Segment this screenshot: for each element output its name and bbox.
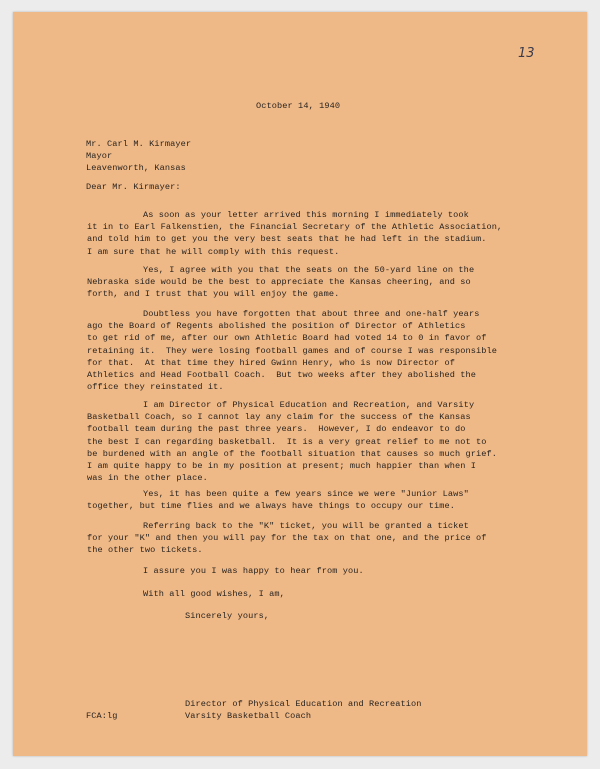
paragraph-line: be burdened with an angle of the football situation that causes so much grief. [87,448,498,459]
paragraph-6 [87,520,487,557]
paragraph-line: football team during the past three years. However, I do endeavor to do [87,424,466,435]
paragraph-line: Basketball Coach, so I cannot lay any claim for the success of the Kansas [87,412,471,423]
paragraph-line: Referring back to the "K" ticket, you will be granted a ticket [143,521,469,531]
letter-date: October 14, 1940 [256,101,341,111]
paragraph-3 [87,308,497,393]
paragraph-5 [87,488,469,512]
paragraph-line: to get rid of me, after our own Athletic Board had voted 14 to 0 in favor of [87,333,487,344]
signoff: Sincerely yours, [185,611,270,621]
typist-initials: FCA:lg [86,711,118,721]
letter-page [13,12,587,756]
paragraph-line: ago the Board of Regents abolished the position of Director of Athletics [87,321,466,332]
paragraph-line: Yes, it has been quite a few years since we were "Junior Laws" [143,489,469,499]
paragraph-line: Yes, I agree with you that the seats on the 50-yard line on the [143,265,475,275]
page-number: 13 [518,46,535,61]
paragraph-line: together, but time flies and we always have things to occupy our time. [87,501,455,512]
paragraph-line: Nebraska side would be the best to appreciate the Kansas cheering, and so [87,277,471,288]
recipient-title: Mayor [86,151,113,161]
paragraph-line: for that. At that time they hired Gwinn Henry, who is now Director of [87,357,455,368]
paragraph-line: I am sure that he will comply with this request. [87,246,340,257]
paragraph-line: for your "K" and then you will pay for the tax on that one, and the price of [87,533,487,544]
salutation: Dear Mr. Kirmayer: [86,182,181,192]
paragraph-line: I am quite happy to be in my position at present; much happier than when I [87,461,477,472]
paragraph-line: it in to Earl Falkenstien, the Financial Secretary of the Athletic Association, [87,222,503,233]
closing-line-1: I assure you I was happy to hear from you. [143,566,364,576]
signature-title-2: Varsity Basketball Coach [185,711,312,721]
paragraph-line: forth, and I trust that you will enjoy the game. [87,289,340,300]
paragraph-line: the best I can regarding basketball. It is a very great relief to me not to [87,436,487,447]
recipient-address: Leavenworth, Kansas [86,163,186,173]
paragraph-line: was in the other place. [87,473,208,484]
recipient-name: Mr. Carl M. Kirmayer [86,139,192,149]
signature-title-1: Director of Physical Education and Recreation [185,699,422,709]
paragraph-4 [87,399,497,484]
paragraph-line: I am Director of Physical Education and Recreation, and Varsity [143,400,475,410]
paragraph-2 [87,264,474,301]
paragraph-line: retaining it. They were losing football games and of course I was responsible [87,345,498,356]
closing-line-2: With all good wishes, I am, [143,589,285,599]
paragraph-1 [87,209,502,258]
paragraph-line: Athletics and Head Football Coach. But two weeks after they abolished the [87,370,477,381]
paragraph-line: As soon as your letter arrived this morning I immediately took [143,210,469,220]
paragraph-line: office they reinstated it. [87,382,224,393]
paragraph-line: and told him to get you the very best seats that he had left in the stadium. [87,234,487,245]
paragraph-line: the other two tickets. [87,545,203,556]
paragraph-line: Doubtless you have forgotten that about three and one-half years [143,309,480,319]
